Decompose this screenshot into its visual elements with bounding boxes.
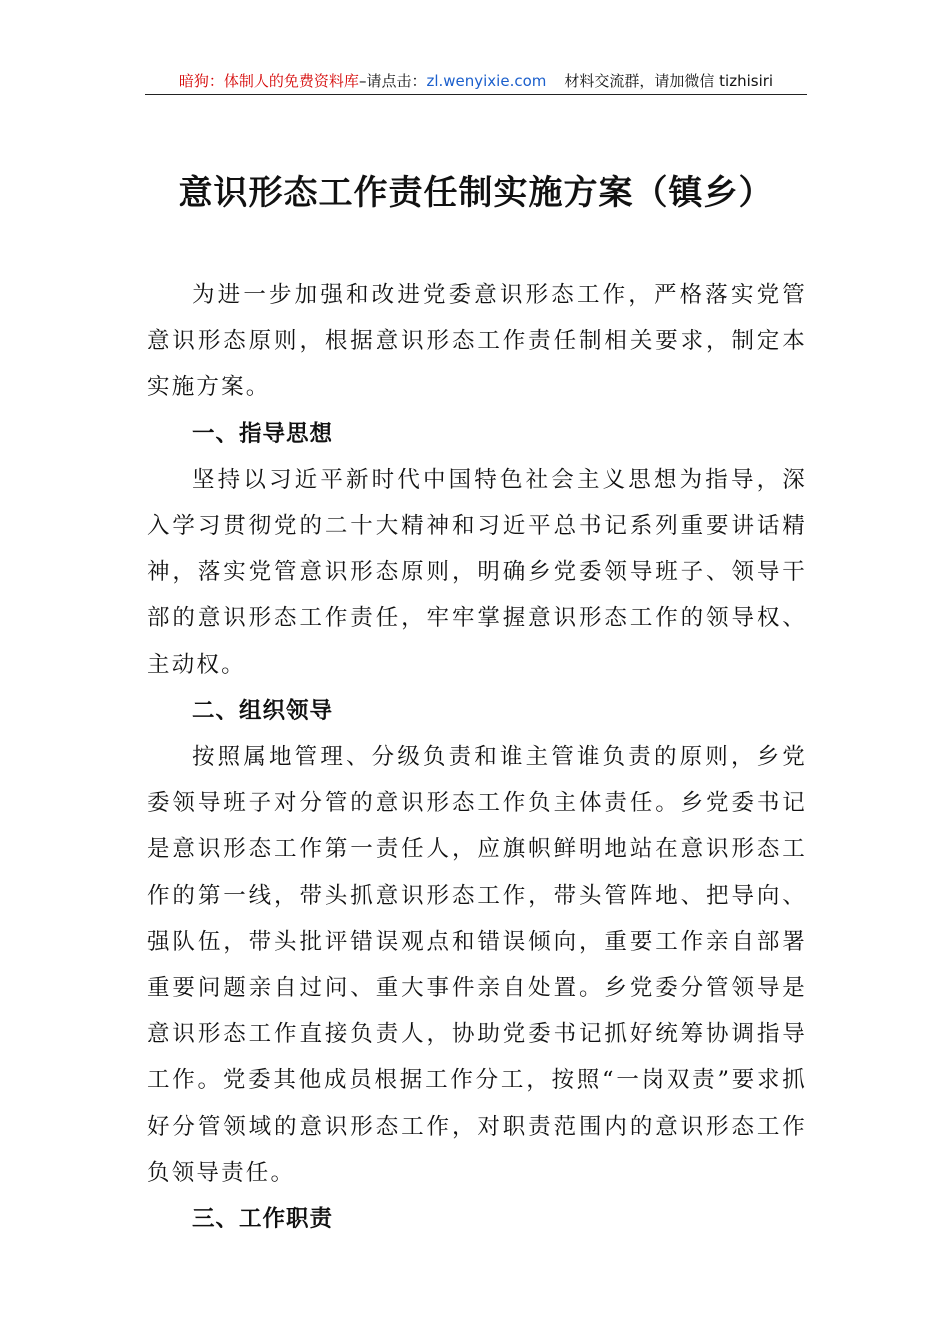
document-body bbox=[147, 272, 807, 1242]
section-heading-guiding-ideology: 一、指导思想 bbox=[192, 420, 334, 447]
header-url-link[interactable]: zl.wenyixie.com bbox=[426, 72, 547, 90]
header-contact-text: 材料交流群，请加微信 tizhisiri bbox=[564, 72, 774, 90]
section-heading-organization: 二、组织领导 bbox=[192, 697, 334, 724]
section-body-guiding-ideology: 坚持以习近平新时代中国特色社会主义思想为指导，深入学习贯彻党的二十大精神和习近平总书记系列重要讲话精神，落实党管意识形态原则，明确乡党委领导班子、领导干部的意识形态工作责任，牢牢掌握意识形态工作的领导权、主动权。 bbox=[147, 466, 807, 678]
header-promo-text: 暗狗：体制人的免费资料库 bbox=[178, 72, 359, 90]
document-title: 意识形态工作责任制实施方案（镇乡） bbox=[178, 173, 774, 213]
section-body-organization: 按照属地管理、分级负责和谁主管谁负责的原则，乡党委领导班子对分管的意识形态工作负主体责任。乡党委书记是意识形态工作第一责任人，应旗帜鲜明地站在意识形态工作的第一线，带头抓意识形态工作，带头管阵地、把导向、强队伍，带头批评错误观点和错误倾向，重要工作亲自部署重要问题亲自过问、重大事件亲自处置。乡党委分管领导是意识形态工作直接负责人，协助党委书记抓好统筹协调指导工作。党委其他成员根据工作分工，按照“一岗双责”要求抓好分管领域的意识形态工作，对职责范围内的意识形态工作负领导责任。 bbox=[147, 744, 807, 1186]
intro-paragraph: 为进一步加强和改进党委意识形态工作，严格落实党管意识形态原则，根据意识形态工作责任制相关要求，制定本实施方案。 bbox=[147, 282, 807, 401]
header-prompt-text: –请点击： bbox=[358, 72, 427, 90]
page-header bbox=[145, 70, 807, 95]
section-heading-duties: 三、工作职责 bbox=[192, 1206, 334, 1233]
